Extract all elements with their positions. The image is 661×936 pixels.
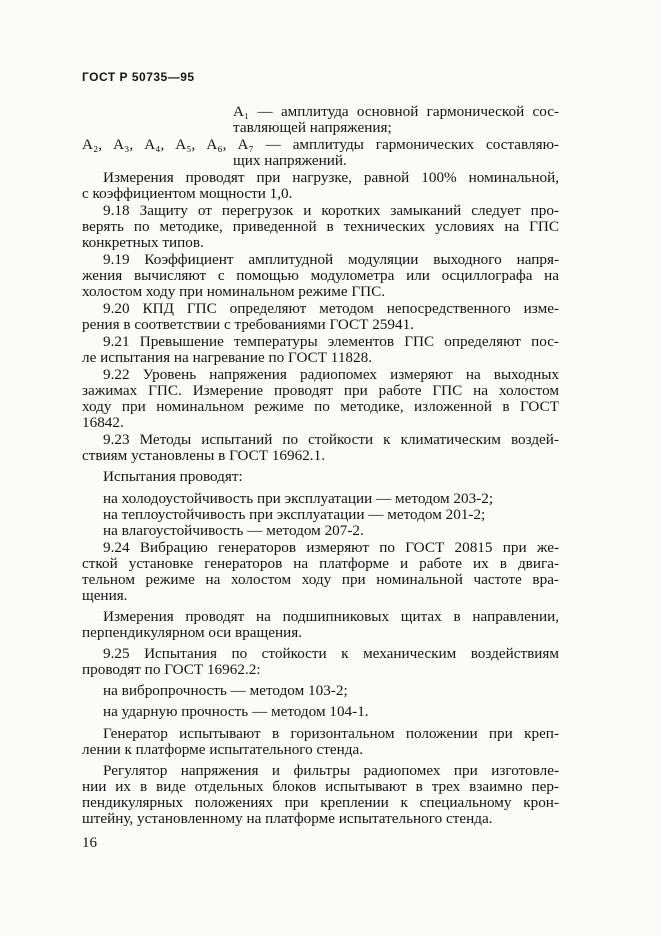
text-line: на вибропрочность — методом 103-2; xyxy=(103,682,348,699)
text-line: верять по методике, приведенной в технических условиях на ГПС xyxy=(82,218,559,235)
text-line: конкретных типов. xyxy=(82,234,204,251)
text-line: Измерения проводят при нагрузке, равной 100% номинальной, xyxy=(103,169,559,186)
text-line: Измерения проводят на подшипниковых щитах в направлении, xyxy=(103,608,559,625)
document-header: ГОСТ Р 50735—95 xyxy=(82,70,195,84)
text-line: перпендикулярном оси вращения. xyxy=(82,624,303,641)
text-line: 9.19 Коэффициент амплитудной модуляции выходного напря- xyxy=(103,251,559,268)
text-line: 9.25 Испытания по стойкости к механическим воздействиям xyxy=(103,645,559,662)
page-number: 16 xyxy=(82,835,97,851)
text-line: сткой установке генераторов на платформе и работе их в двига- xyxy=(82,555,559,572)
text-line: Генератор испытывают в горизонтальном положении при креп- xyxy=(103,725,559,742)
text-line: нии их в виде отдельных блоков испытывают в трех взаимно пер- xyxy=(82,778,559,795)
text-line: 9.21 Превышение температуры элементов ГПС определяют пос- xyxy=(103,333,559,350)
text-line: Регулятор напряжения и фильтры радиопомех при изготовле- xyxy=(103,762,559,779)
text-line: Испытания проводят: xyxy=(103,468,243,485)
text-line: ствиям установлены в ГОСТ 16962.1. xyxy=(82,447,325,464)
text-line: на холодоустойчивость при эксплуатации — методом 203-2; xyxy=(103,490,494,507)
text-line: щения. xyxy=(82,587,128,604)
text-line: на влагоустойчивость — методом 207-2. xyxy=(103,522,364,539)
text-line: ле испытания на нагревание по ГОСТ 11828. xyxy=(82,349,373,366)
text-line: проводят по ГОСТ 16962.2: xyxy=(82,661,261,678)
text-line: A₁ — амплитуда основной гармонической сос- xyxy=(233,103,559,120)
text-line: 9.23 Методы испытаний по стойкости к климатическим воздей- xyxy=(103,431,559,448)
text-line: тавляющей напряжения; xyxy=(233,119,392,136)
text-line: пендикулярных положениях при креплении к специальному крон- xyxy=(82,794,559,811)
text-line: штейну, установленному на платформе испытательного стенда. xyxy=(82,810,493,827)
text-line: зажимах ГПС. Измерение проводят при работе ГПС на холостом xyxy=(82,382,559,399)
text-line: жения вычисляют с помощью модулометра или осциллографа на xyxy=(82,267,559,284)
text-line: рения в соответствии с требованиями ГОСТ 25941. xyxy=(82,316,414,333)
text-line: лении к платформе испытательного стенда. xyxy=(82,741,364,758)
text-line: 16842. xyxy=(82,414,124,431)
text-line: ходу при номинальном режиме по методике, изложенной в ГОСТ xyxy=(82,398,559,415)
text-line: 9.22 Уровень напряжения радиопомех измеряют на выходных xyxy=(103,366,559,383)
text-line: с коэффициентом мощности 1,0. xyxy=(82,185,293,202)
text-line: 9.18 Защиту от перегрузок и коротких замыканий следует про- xyxy=(103,202,559,219)
text-line: A₂, A₃, A₄, A₅, A₆, A₇ — амплитуды гармонических составляю- xyxy=(82,136,559,153)
text-line: щих напряжений. xyxy=(233,152,347,169)
text-line: на ударную прочность — методом 104-1. xyxy=(103,703,369,720)
text-line: 9.20 КПД ГПС определяют методом непосредственного изме- xyxy=(103,300,559,317)
text-line: на теплоустойчивость при эксплуатации — методом 201-2; xyxy=(103,506,486,523)
text-line: тельном режиме на холостом ходу при номинальной частоте вра- xyxy=(82,571,559,588)
text-line: холостом ходу при номинальном режиме ГПС. xyxy=(82,283,386,300)
text-line: 9.24 Вибрацию генераторов измеряют по ГОСТ 20815 при же- xyxy=(103,539,559,556)
